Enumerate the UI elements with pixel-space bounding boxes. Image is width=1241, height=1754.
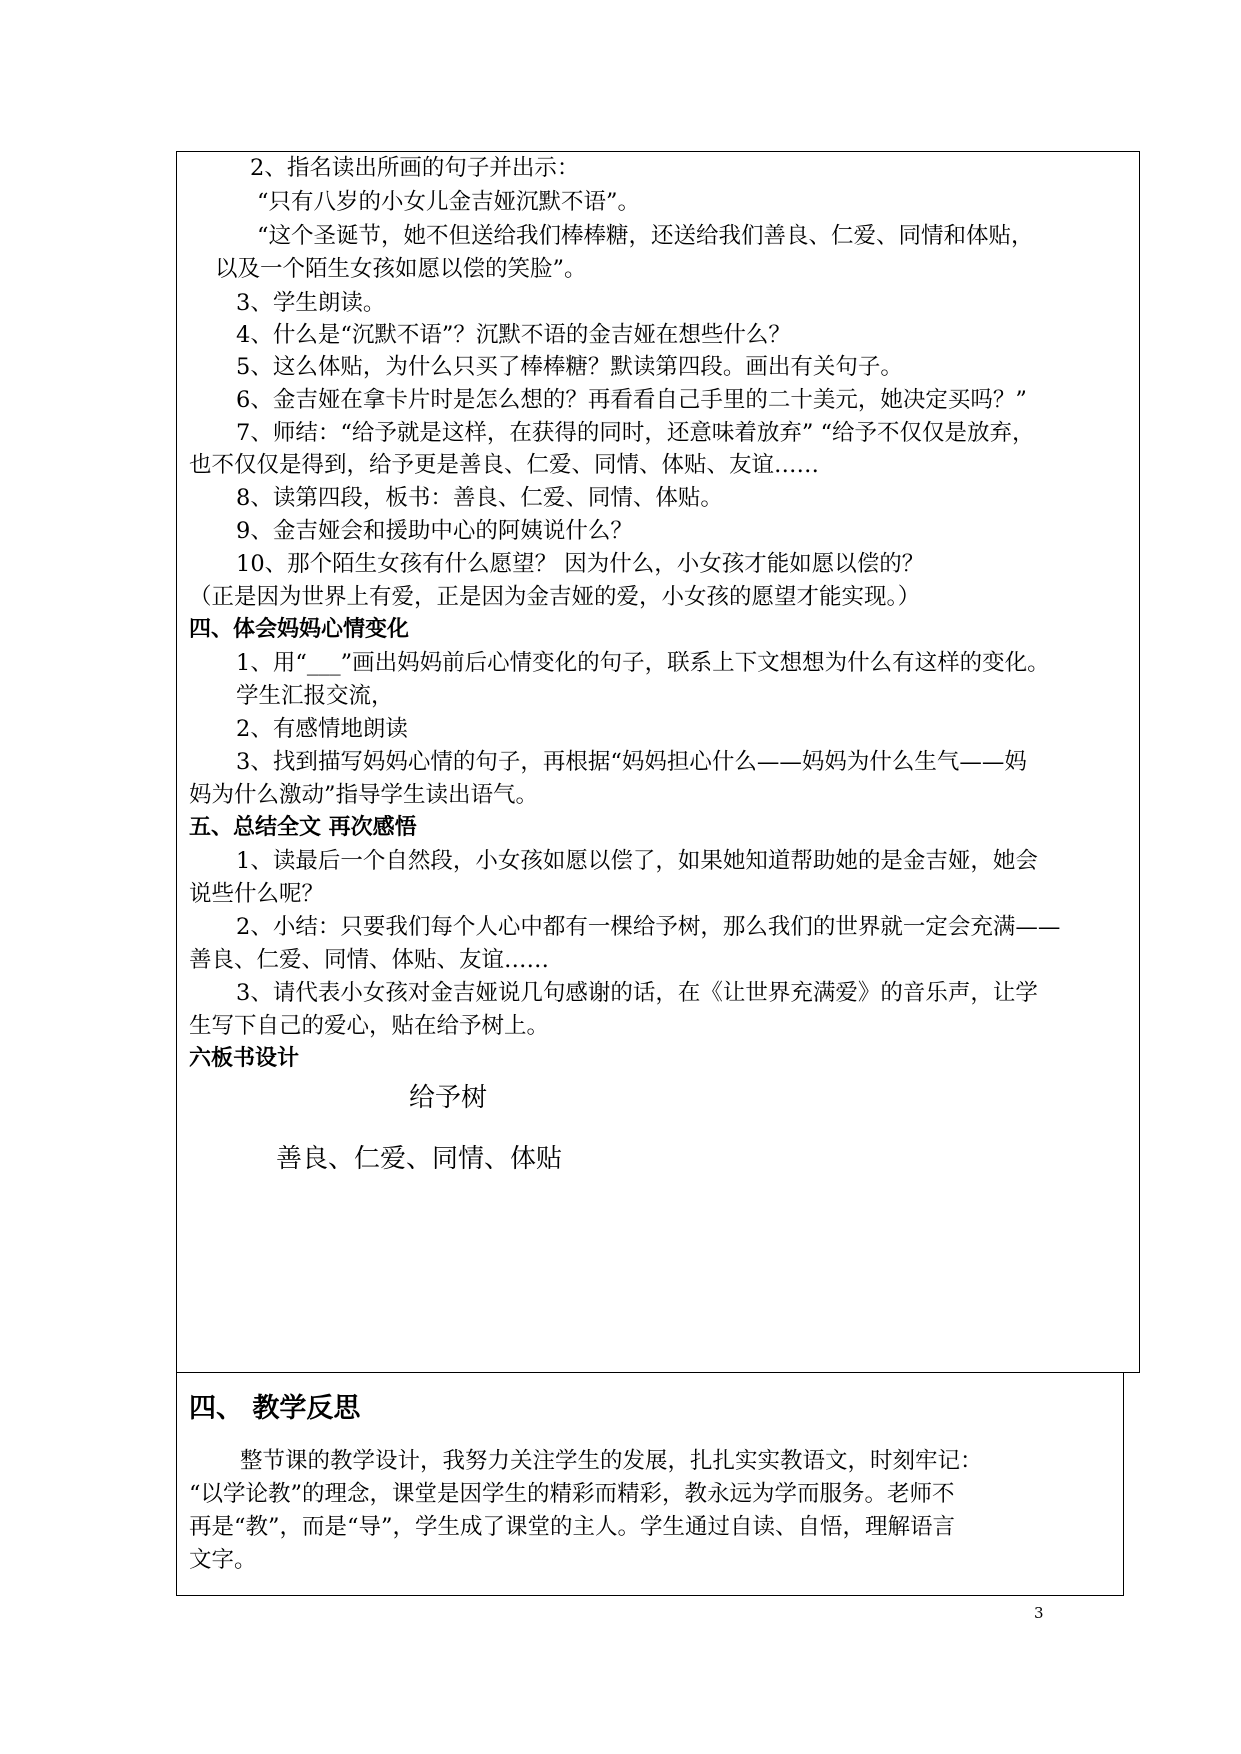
text-line: 5、这么体贴，为什么只买了棒棒糖？默读第四段。画出有关句子。	[236, 354, 903, 380]
section-heading: 四、体会妈妈心情变化	[189, 617, 410, 642]
text-line: 2、有感情地朗读	[236, 716, 408, 742]
text-line: 也不仅仅是得到，给予更是善良、仁爱、同情、体贴、友谊……	[189, 452, 820, 478]
text-line: 8、读第四段，板书：善良、仁爱、同情、体贴。	[236, 485, 723, 511]
board-content: 善良、仁爱、同情、体贴	[276, 1144, 563, 1174]
text-line: （正是因为世界上有爱，正是因为金吉娅的爱，小女孩的愿望才能实现。）	[189, 584, 921, 610]
text-line: 1、读最后一个自然段，小女孩如愿以偿了，如果她知道帮助她的是金吉娅，她会	[236, 848, 1038, 874]
text-line: “只有八岁的小女儿金吉娅沉默不语”。	[257, 189, 641, 215]
reflection-line: 整节课的教学设计，我努力关注学生的发展，扎扎实实教语文，时刻牢记：	[240, 1448, 983, 1474]
reflection-line: “以学论教”的理念，课堂是因学生的精彩而精彩，教永远为学而服务。老师不	[189, 1481, 955, 1507]
text-line: 以及一个陌生女孩如愿以偿的笑脸”。	[215, 256, 587, 282]
text-line: 3、找到描写妈妈心情的句子，再根据“妈妈担心什么——妈妈为什么生气——妈	[236, 749, 1027, 775]
board-title: 给予树	[409, 1083, 488, 1113]
section-heading: 五、总结全文 再次感悟	[189, 815, 417, 840]
text-line: 2、小结：只要我们每个人心中都有一棵给予树，那么我们的世界就一定会充满——	[236, 914, 1061, 940]
reflection-line: 文字。	[189, 1547, 257, 1573]
text-line: 6、金吉娅在拿卡片时是怎么想的？再看看自己手里的二十美元，她决定买吗？”	[236, 387, 1027, 413]
text-line: 学生汇报交流，	[236, 683, 394, 709]
text-line: “这个圣诞节，她不但送给我们棒棒糖，还送给我们善良、仁爱、同情和体贴，	[257, 223, 1034, 249]
page-number: 3	[1034, 1604, 1044, 1622]
text-line: 1、用“___”画出妈妈前后心情变化的句子，联系上下文想想为什么有这样的变化。	[236, 650, 1050, 676]
text-line: 3、请代表小女孩对金吉娅说几句感谢的话，在《让世界充满爱》的音乐声，让学	[236, 980, 1038, 1006]
text-line: 7、师结：“给予就是这样，在获得的同时，还意味着放弃” “给予不仅仅是放弃，	[236, 420, 1035, 446]
text-line: 2、指名读出所画的句子并出示：	[250, 155, 580, 181]
text-line: 3、学生朗读。	[236, 290, 386, 316]
reflection-line: 再是“教”，而是“导”，学生成了课堂的主人。学生通过自读、自悟，理解语言	[189, 1514, 956, 1540]
text-line: 善良、仁爱、同情、体贴、友谊……	[189, 947, 550, 973]
text-line: 妈为什么激动”指导学生读出语气。	[189, 782, 539, 808]
text-line: 4、什么是“沉默不语”？沉默不语的金吉娅在想些什么？	[236, 322, 791, 348]
section-heading: 六板书设计	[189, 1046, 300, 1071]
text-line: 10、那个陌生女孩有什么愿望？ 因为什么，小女孩才能如愿以偿的？	[236, 551, 925, 577]
text-line: 说些什么呢？	[189, 881, 325, 907]
reflection-heading: 四、 教学反思	[189, 1393, 361, 1424]
text-line: 生写下自己的爱心，贴在给予树上。	[189, 1013, 550, 1039]
text-line: 9、金吉娅会和援助中心的阿姨说什么？	[236, 518, 633, 544]
